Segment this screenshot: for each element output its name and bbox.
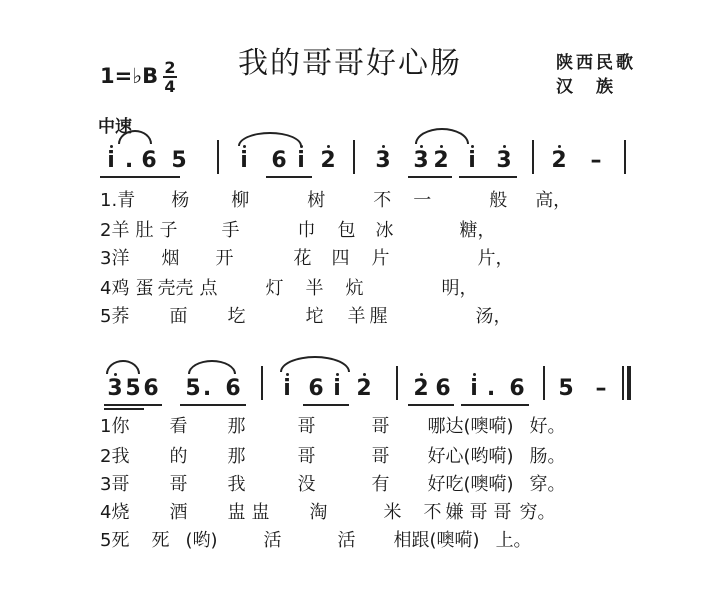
note: 2 [433, 148, 449, 173]
verse-line-4: 4烧 酒 盅 盅 淘 米 不 嫌 哥 哥 穷。 [100, 502, 556, 523]
beam-line [459, 176, 517, 178]
bar-line [624, 140, 626, 174]
note: 3 [413, 148, 429, 173]
ethnicity-credit: 汉 族 [556, 77, 616, 97]
beam-line [104, 404, 162, 406]
bar-line [532, 140, 534, 174]
note: 5 [125, 376, 141, 401]
bar-line [396, 366, 398, 400]
verse-line-5: 5荞 面 圪 坨 羊 腥 汤， [100, 306, 512, 327]
note: 5 [185, 376, 201, 401]
octave-dot [363, 373, 366, 376]
beam-line [104, 408, 144, 410]
dash: – [590, 148, 602, 173]
final-bar-thick [627, 366, 631, 400]
note: i [470, 376, 478, 401]
note: i [333, 376, 341, 401]
verse-line-3: 3哥 哥 我 没 有 好吃(噢嗬) 穿。 [100, 474, 566, 495]
time-signature: 2 4 [164, 58, 176, 96]
verse-line-4: 4鸡 蛋 壳壳 点 灯 半 炕 明， [100, 278, 478, 299]
octave-dot [558, 145, 561, 148]
note: 6 [225, 376, 241, 401]
tempo-marking: 中速 [98, 117, 132, 137]
note-dot: . [124, 148, 134, 173]
final-bar-thin [622, 366, 624, 400]
note: 5 [558, 376, 574, 401]
octave-dot [382, 145, 385, 148]
note: 2 [356, 376, 372, 401]
beam-line [266, 176, 312, 178]
note: i [297, 148, 305, 173]
verse-line-3: 3洋 烟 开 花 四 片 片， [100, 248, 514, 269]
beam-line [100, 176, 180, 178]
note: 6 [271, 148, 287, 173]
note: 3 [375, 148, 391, 173]
note: i [107, 148, 115, 173]
bar-line [261, 366, 263, 400]
bar-line [543, 366, 545, 400]
note: 3 [496, 148, 512, 173]
note-dot: . [202, 376, 212, 401]
note: 6 [141, 148, 157, 173]
note: i [240, 148, 248, 173]
octave-dot [503, 145, 506, 148]
note: 6 [435, 376, 451, 401]
note: 2 [551, 148, 567, 173]
note: 5 [171, 148, 187, 173]
beam-line [408, 404, 454, 406]
slur [106, 360, 140, 374]
beam-line [303, 404, 349, 406]
note: i [468, 148, 476, 173]
octave-dot [440, 145, 443, 148]
note: 6 [143, 376, 159, 401]
note-dot: . [486, 376, 496, 401]
beam-line [408, 176, 452, 178]
slur [188, 360, 236, 374]
dash: – [595, 376, 607, 401]
octave-dot [110, 145, 113, 148]
octave-dot [473, 373, 476, 376]
note: 3 [107, 376, 123, 401]
note: i [283, 376, 291, 401]
note: 6 [509, 376, 525, 401]
beam-line [180, 404, 246, 406]
octave-dot [471, 145, 474, 148]
octave-dot [420, 145, 423, 148]
song-title: 我的哥哥好心肠 [238, 46, 462, 81]
key-signature: 1=♭B [100, 64, 159, 88]
note: 6 [308, 376, 324, 401]
verse-line-2: 2羊 肚 子 手 巾 包 冰 糖， [100, 220, 496, 241]
slur [280, 356, 350, 372]
verse-line-1: 1.青 杨 柳 树 不 一 般 高， [100, 190, 572, 211]
origin-credit: 陕西民歌 [556, 53, 636, 73]
beam-line [461, 404, 529, 406]
verse-line-5: 5死 死 (哟) 活 活 相跟(噢嗬) 上。 [100, 530, 532, 551]
note: 2 [320, 148, 336, 173]
octave-dot [327, 145, 330, 148]
octave-dot [420, 373, 423, 376]
bar-line [217, 140, 219, 174]
note: 2 [413, 376, 429, 401]
octave-dot [286, 373, 289, 376]
verse-line-2: 2我 的 那 哥 哥 好心(哟嗬) 肠。 [100, 446, 566, 467]
verse-line-1: 1你 看 那 哥 哥 哪达(噢嗬) 好。 [100, 416, 566, 437]
slur [238, 132, 302, 146]
bar-line [353, 140, 355, 174]
octave-dot [336, 373, 339, 376]
slur [415, 128, 469, 144]
